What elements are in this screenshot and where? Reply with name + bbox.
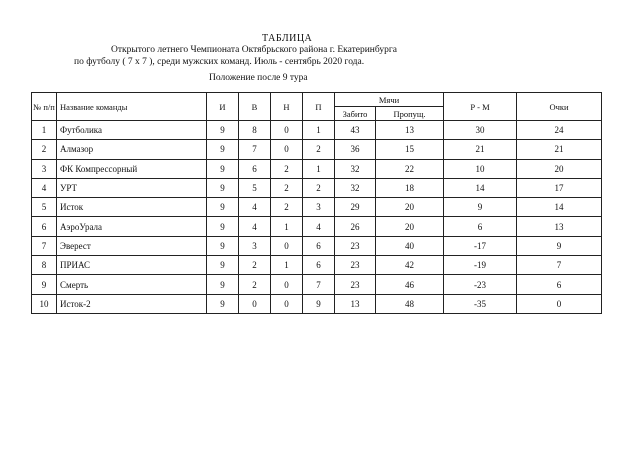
wins: 7 (239, 140, 271, 159)
points: 21 (517, 140, 602, 159)
draws: 2 (271, 178, 303, 197)
goals-scored: 32 (335, 159, 376, 178)
subtitle-line-1: Открытого летнего Чемпионата Октябрьского района г. Екатеринбурга (111, 45, 397, 55)
wins: 2 (239, 256, 271, 275)
wins: 2 (239, 275, 271, 294)
standings-round-label: Положение после 9 тура (209, 73, 308, 83)
draws: 0 (271, 294, 303, 313)
goals-scored: 23 (335, 256, 376, 275)
subtitle-line-2: по футболу ( 7 х 7 ), среди мужских команд. Июль - сентябрь 2020 года. (74, 57, 365, 67)
team-name: АэроУрала (57, 217, 207, 236)
goals-scored: 26 (335, 217, 376, 236)
draws: 0 (271, 236, 303, 255)
goals-scored: 36 (335, 140, 376, 159)
goals-conceded: 48 (376, 294, 444, 313)
goals-conceded: 13 (376, 121, 444, 140)
goal-difference: 30 (444, 121, 517, 140)
wins: 0 (239, 294, 271, 313)
row-num: 2 (32, 140, 57, 159)
goal-difference: -19 (444, 256, 517, 275)
team-name: ФК Компрессорный (57, 159, 207, 178)
header-scored: Забито (335, 107, 376, 121)
header-conceded: Пропущ. (376, 107, 444, 121)
team-name: Алмазор (57, 140, 207, 159)
team-name: Футболика (57, 121, 207, 140)
table-row (32, 159, 602, 178)
goals-scored: 29 (335, 198, 376, 217)
games: 9 (207, 294, 239, 313)
goals-conceded: 22 (376, 159, 444, 178)
draws: 2 (271, 159, 303, 178)
header-name: Название команды (57, 93, 207, 121)
table-row (32, 256, 602, 275)
draws: 1 (271, 217, 303, 236)
goals-conceded: 20 (376, 198, 444, 217)
games: 9 (207, 198, 239, 217)
goal-difference: 9 (444, 198, 517, 217)
points: 13 (517, 217, 602, 236)
table-row (32, 236, 602, 255)
goal-difference: 6 (444, 217, 517, 236)
losses: 1 (303, 121, 335, 140)
header-wins: В (239, 93, 271, 121)
row-num: 6 (32, 217, 57, 236)
wins: 8 (239, 121, 271, 140)
losses: 7 (303, 275, 335, 294)
row-num: 10 (32, 294, 57, 313)
draws: 0 (271, 275, 303, 294)
row-num: 7 (32, 236, 57, 255)
losses: 3 (303, 198, 335, 217)
points: 24 (517, 121, 602, 140)
row-num: 8 (32, 256, 57, 275)
wins: 5 (239, 178, 271, 197)
table-row (32, 294, 602, 313)
goals-scored: 43 (335, 121, 376, 140)
points: 6 (517, 275, 602, 294)
games: 9 (207, 256, 239, 275)
table-row (32, 178, 602, 197)
header-draws: Н (271, 93, 303, 121)
goal-difference: -35 (444, 294, 517, 313)
games: 9 (207, 178, 239, 197)
goals-conceded: 20 (376, 217, 444, 236)
points: 14 (517, 198, 602, 217)
points: 9 (517, 236, 602, 255)
header-points: Очки (517, 93, 602, 121)
table-row (32, 121, 602, 140)
table-row (32, 140, 602, 159)
games: 9 (207, 236, 239, 255)
draws: 0 (271, 121, 303, 140)
losses: 9 (303, 294, 335, 313)
games: 9 (207, 275, 239, 294)
goals-conceded: 46 (376, 275, 444, 294)
team-name: Эверест (57, 236, 207, 255)
header-num: № п/п (32, 93, 57, 121)
goals-scored: 23 (335, 275, 376, 294)
goal-difference: 14 (444, 178, 517, 197)
points: 20 (517, 159, 602, 178)
row-num: 1 (32, 121, 57, 140)
row-num: 3 (32, 159, 57, 178)
wins: 4 (239, 198, 271, 217)
draws: 1 (271, 256, 303, 275)
wins: 4 (239, 217, 271, 236)
team-name: Смерть (57, 275, 207, 294)
losses: 2 (303, 140, 335, 159)
wins: 6 (239, 159, 271, 178)
goals-scored: 13 (335, 294, 376, 313)
goal-difference: 10 (444, 159, 517, 178)
goal-difference: -23 (444, 275, 517, 294)
team-name: УРТ (57, 178, 207, 197)
table-row (32, 198, 602, 217)
losses: 4 (303, 217, 335, 236)
games: 9 (207, 140, 239, 159)
points: 0 (517, 294, 602, 313)
draws: 0 (271, 140, 303, 159)
losses: 6 (303, 236, 335, 255)
row-num: 4 (32, 178, 57, 197)
document-title: ТАБЛИЦА (262, 33, 313, 44)
losses: 2 (303, 178, 335, 197)
header-losses: П (303, 93, 335, 121)
games: 9 (207, 159, 239, 178)
wins: 3 (239, 236, 271, 255)
goal-difference: -17 (444, 236, 517, 255)
goals-conceded: 40 (376, 236, 444, 255)
points: 17 (517, 178, 602, 197)
header-games: И (207, 93, 239, 121)
table-row (32, 217, 602, 236)
standings-table (31, 92, 602, 314)
team-name: Исток (57, 198, 207, 217)
losses: 1 (303, 159, 335, 178)
team-name: ПРИАС (57, 256, 207, 275)
goals-scored: 32 (335, 178, 376, 197)
games: 9 (207, 121, 239, 140)
goal-difference: 21 (444, 140, 517, 159)
row-num: 9 (32, 275, 57, 294)
games: 9 (207, 217, 239, 236)
goals-scored: 23 (335, 236, 376, 255)
draws: 2 (271, 198, 303, 217)
table-row (32, 275, 602, 294)
points: 7 (517, 256, 602, 275)
header-goals: Мячи (335, 93, 444, 107)
goals-conceded: 18 (376, 178, 444, 197)
goals-conceded: 42 (376, 256, 444, 275)
losses: 6 (303, 256, 335, 275)
row-num: 5 (32, 198, 57, 217)
header-diff: Р - М (444, 93, 517, 121)
team-name: Исток-2 (57, 294, 207, 313)
goals-conceded: 15 (376, 140, 444, 159)
